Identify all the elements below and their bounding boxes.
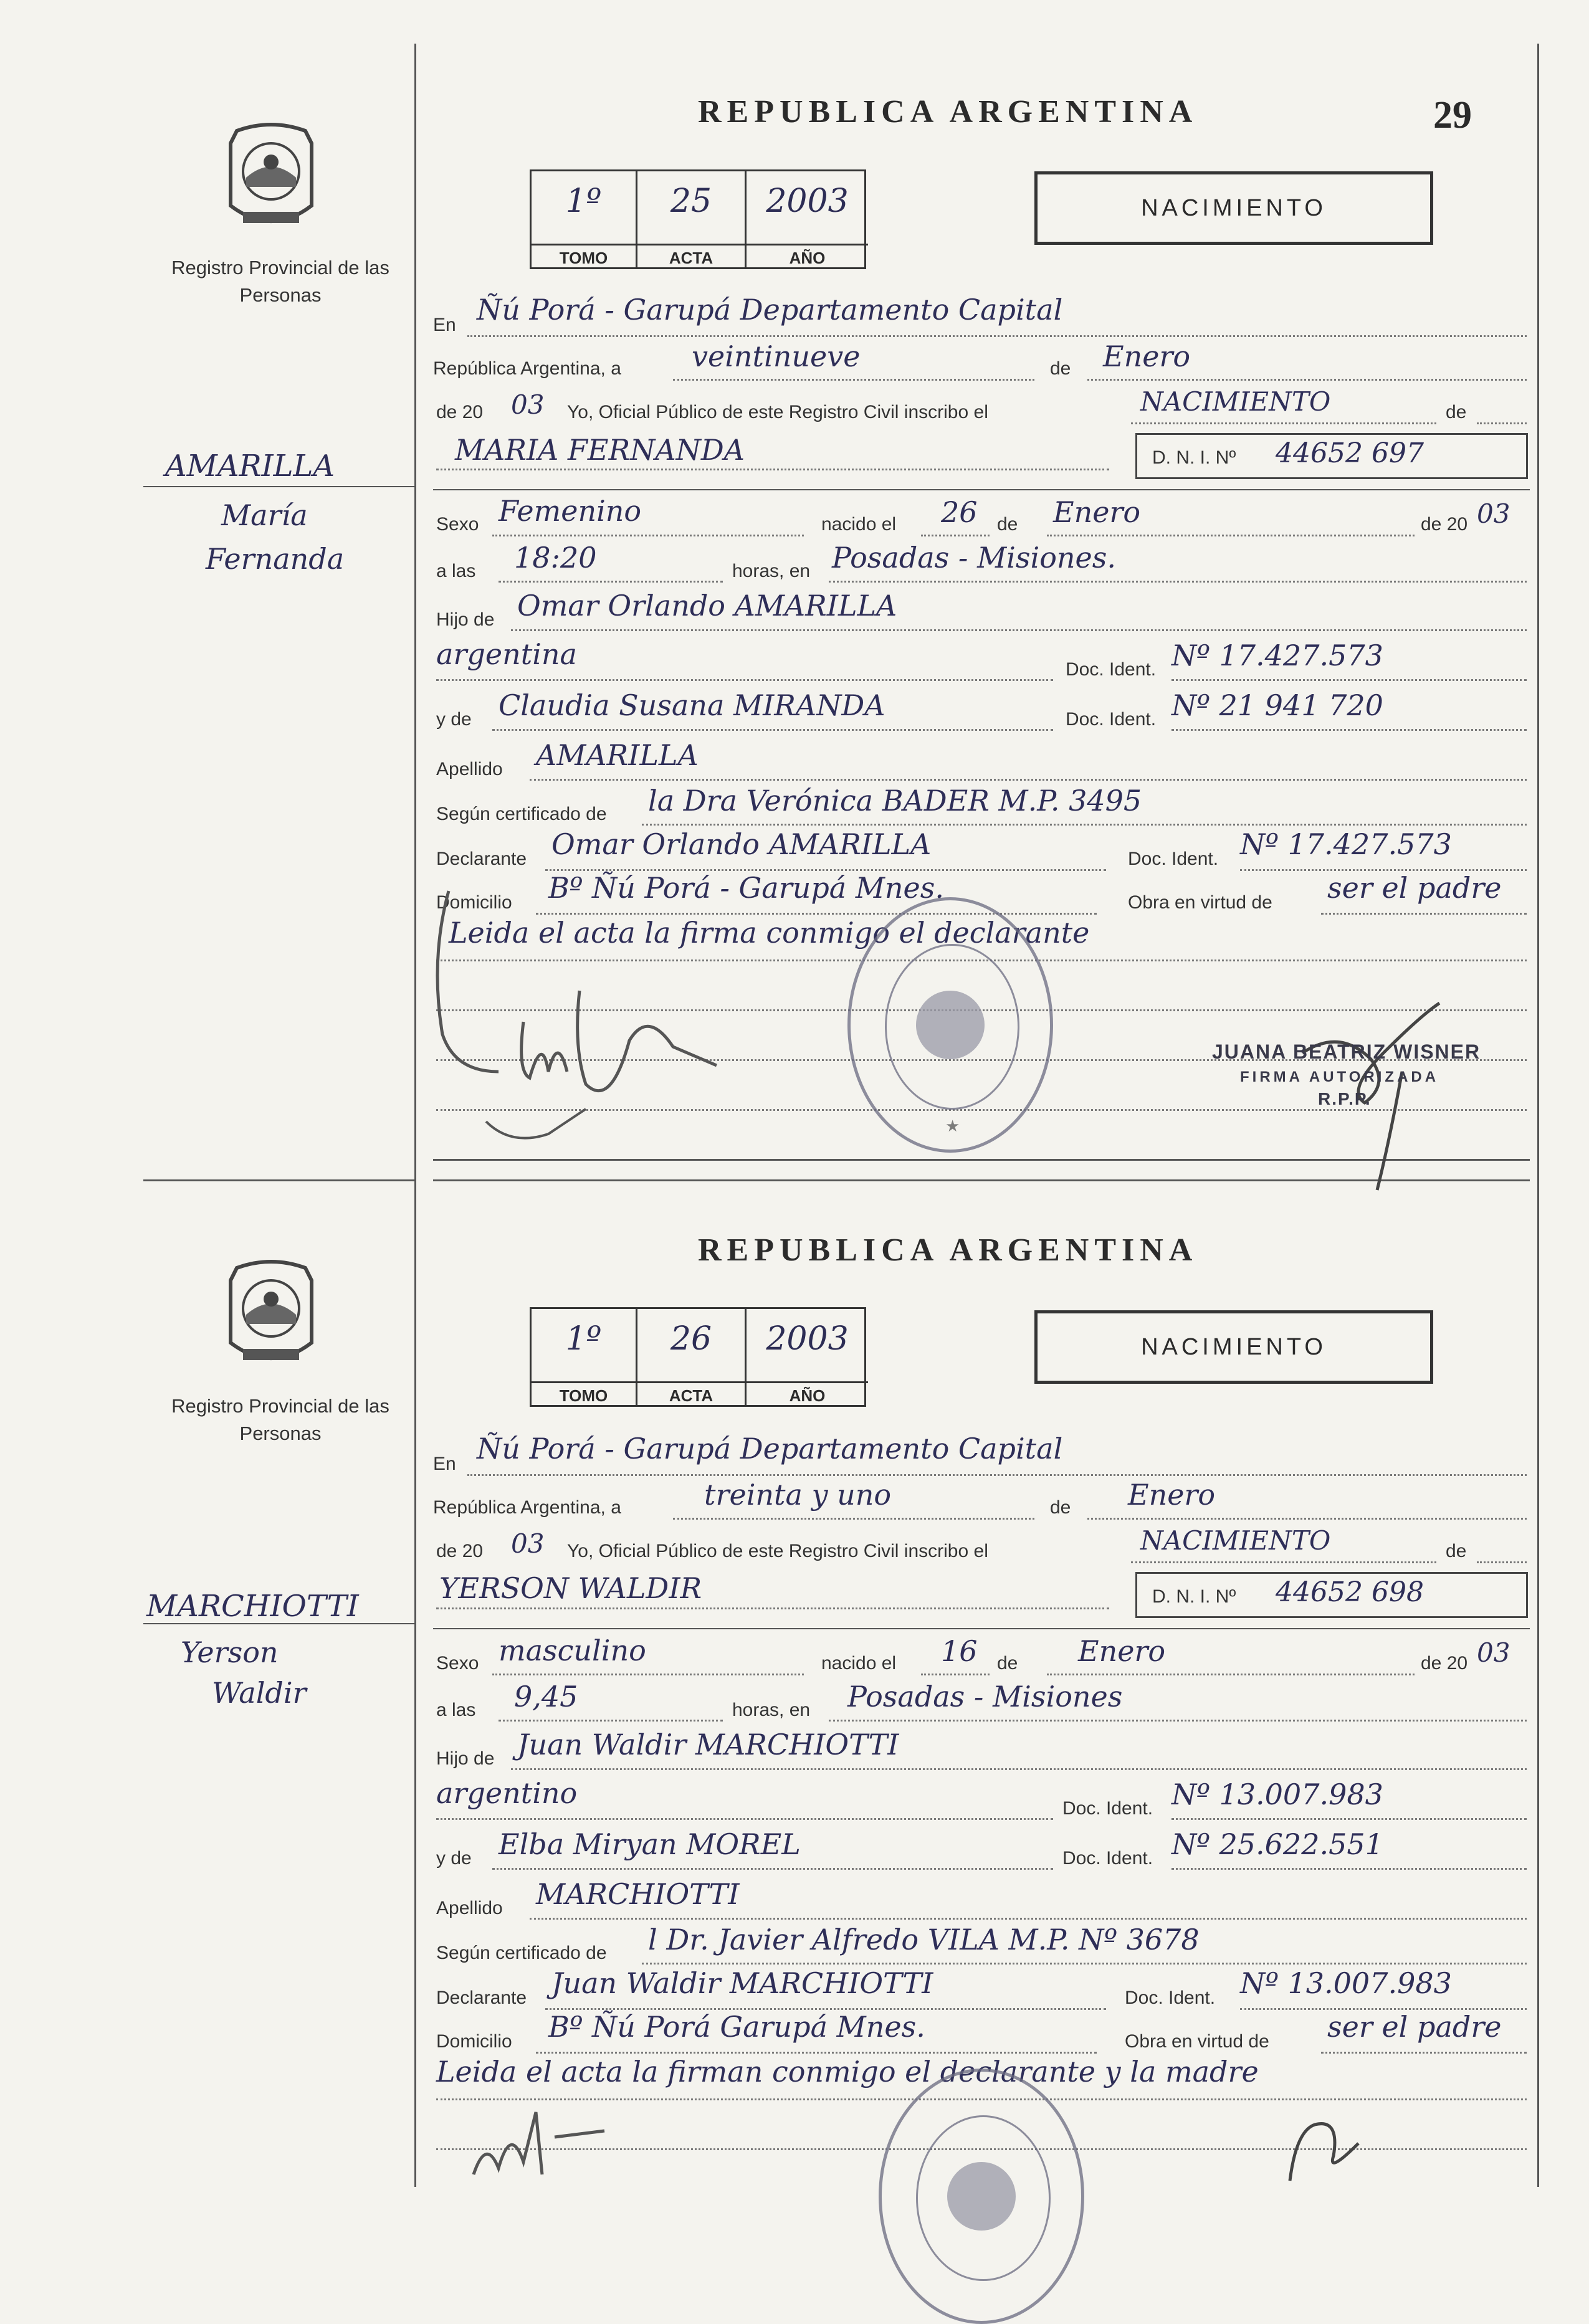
inscribed-act: NACIMIENTO [1140,386,1331,417]
medical-certificate: la Dra Verónica BADER M.P. 3495 [648,784,1142,817]
registry-name: Registro Provincial de las Personas [171,1395,389,1444]
declarant-signature [424,885,760,1165]
tomo-value: 1º [565,183,602,220]
dotline [1047,535,1415,536]
dotline [829,1720,1527,1722]
label-de-3: de [997,1653,1018,1674]
label-horas: horas, en [732,561,811,581]
dotline [1171,1818,1527,1820]
label-en: En [433,1454,456,1474]
closing-note: Leida el acta la firma conmigo el declarante [449,916,1090,950]
dotline [921,1674,990,1675]
official-name: JUANA BEATRIZ WISNER [1212,1041,1481,1063]
declarant-capacity: ser el padre [1327,871,1502,905]
inscribed-act: NACIMIENTO [1140,1525,1331,1556]
row-separator [433,1628,1530,1629]
dotline [436,1607,1109,1609]
label-declarante: Declarante [436,1988,527,2008]
label-segun-certificado: Según certificado de [436,804,607,824]
dotline [499,1720,723,1722]
birth-month: Enero [1053,495,1141,529]
label-doc-ident-2: Doc. Ident. [1062,1848,1153,1869]
label-year-prefix: de 20 [436,1541,484,1561]
registry-seal-1: ★ [847,897,1053,1153]
dotline [511,1768,1527,1770]
label-en: En [433,315,456,335]
record-type-box: NACIMIENTO [1034,1310,1433,1384]
birth-year: 03 [1477,1637,1510,1668]
dotline [673,1518,1034,1520]
mother-name: Claudia Susana MIRANDA [499,688,885,722]
medical-certificate: l Dr. Javier Alfredo VILA M.P. Nº 3678 [648,1923,1200,1956]
tomo-label: TOMO [559,1386,608,1405]
dotline [467,335,1527,337]
ano-label: AÑO [789,249,826,267]
dotline [530,1918,1527,1920]
dotline [499,581,723,583]
mother-doc: Nº 25.622.551 [1171,1827,1383,1861]
official-signature [1277,978,1477,1202]
record-reference-box [530,1307,866,1407]
registration-month: Enero [1103,340,1191,373]
tomo-cell [532,171,637,267]
registration-month: Enero [1128,1478,1216,1512]
declarant-signature [461,2100,623,2187]
dotline [492,729,1053,731]
declarant-doc: Nº 13.007.983 [1240,1966,1452,2000]
dotline [1087,379,1527,381]
sex: masculino [499,1634,646,1667]
label-obra: Obra en virtud de [1128,892,1272,913]
label-oficial: Yo, Oficial Público de este Registro Civil inscribo el [567,402,988,422]
registry-seal-2 [879,2069,1084,2324]
surname: MARCHIOTTI [536,1877,740,1911]
label-hijo-de: Hijo de [436,1748,495,1769]
label-sexo: Sexo [436,514,479,535]
declarant-name: Juan Waldir MARCHIOTTI [551,1966,933,2000]
label-doc-ident-1: Doc. Ident. [1062,1798,1153,1819]
acta-label: ACTA [669,249,713,267]
dotline [1321,2052,1527,2054]
official-signature [1277,2106,1390,2187]
label-doc-ident-3: Doc. Ident. [1128,849,1219,869]
mother-doc: Nº 21 941 720 [1171,688,1383,722]
tomo-label: TOMO [559,249,608,267]
label-obra: Obra en virtud de [1125,2031,1269,2052]
dotline [530,779,1527,781]
margin-given-name-2: Waldir [212,1676,307,1710]
dotline [642,824,1527,826]
label-domicilio: Domicilio [436,892,512,913]
official-org: R.P.P. [1318,1089,1372,1108]
dotline [1321,913,1527,915]
label-nacido: nacido el [821,1653,897,1674]
sex: Femenino [499,494,642,528]
label-de-2: de [1446,402,1467,422]
country-header: REPUBLICA ARGENTINA [698,94,1198,130]
official-title: FIRMA AUTORIZADA [1240,1069,1439,1085]
birth-day: 16 [941,1634,978,1668]
label-declarante: Declarante [436,849,527,869]
address: Bº Ñú Porá Garupá Mnes. [548,2010,925,2044]
dotline [1131,422,1436,424]
label-horas: horas, en [732,1700,811,1720]
birth-place: Posadas - Misiones [847,1680,1123,1713]
surname: AMARILLA [536,738,699,772]
father-name: Omar Orlando AMARILLA [517,589,897,622]
row-separator [433,489,1530,490]
label-republica: República Argentina, a [433,358,621,379]
declarant-doc: Nº 17.427.573 [1240,827,1452,861]
dotline [673,379,1034,381]
label-de: de [1050,1497,1071,1518]
declarant-capacity: ser el padre [1327,2010,1502,2044]
acta-value: 25 [670,183,712,220]
record-reference-box [530,169,866,269]
dotline [1047,1674,1415,1675]
dni-number: 44652 698 [1276,1576,1424,1608]
margin-name-underline-1 [143,486,414,487]
acta-label: ACTA [669,1386,713,1405]
dni-box [1135,433,1528,479]
registry-name: Registro Provincial de las Personas [171,257,389,306]
label-nacido: nacido el [821,514,897,535]
label-hijo-de: Hijo de [436,609,495,630]
label-sexo: Sexo [436,1653,479,1674]
margin-surname: AMARILLA [165,449,335,483]
label-apellido: Apellido [436,1898,503,1918]
acta-cell [637,171,747,267]
birth-place: Posadas - Misiones. [832,541,1116,574]
registration-day: veintinueve [692,340,861,373]
dotline [1477,1561,1527,1563]
label-de-3: de [997,514,1018,535]
label-de-2: de [1446,1541,1467,1561]
dotline [492,1674,804,1675]
label-doc-ident-2: Doc. Ident. [1066,709,1157,730]
label-doc-ident-3: Doc. Ident. [1125,1988,1216,2008]
label-de-20: de 20 [1421,514,1468,535]
label-oficial: Yo, Oficial Público de este Registro Civil inscribo el [567,1541,988,1561]
tomo-value: 1º [565,1320,602,1358]
closing-note: Leida el acta la firman conmigo el declarante y la madre [436,2055,1259,2088]
province-crest-icon [218,118,324,237]
address: Bº Ñú Porá - Garupá Mnes. [548,871,944,905]
ano-value: 2003 [766,1320,849,1358]
ano-cell [747,171,868,267]
label-republica: República Argentina, a [433,1497,621,1518]
label-domicilio: Domicilio [436,2031,512,2052]
record-separator-margin [143,1179,416,1181]
label-dni: D. N. I. Nº [1152,447,1236,468]
label-de-20: de 20 [1421,1653,1468,1674]
dni-number: 44652 697 [1276,437,1424,469]
father-name: Juan Waldir MARCHIOTTI [517,1728,899,1761]
dni-box [1135,1572,1528,1618]
dotline [1477,422,1527,424]
acta-value: 26 [670,1320,712,1358]
father-doc: Nº 13.007.983 [1171,1778,1383,1811]
label-a-las: a las [436,1700,476,1720]
label-a-las: a las [436,561,476,581]
dotline [1131,1561,1436,1563]
registration-place: Ñú Porá - Garupá Departamento Capital [477,293,1063,326]
dotline [492,1868,1053,1870]
declarant-name: Omar Orlando AMARILLA [551,827,932,861]
birth-time: 9,45 [514,1680,578,1713]
margin-given-name-1: Yerson [181,1636,279,1669]
margin-divider-right [1537,44,1539,2187]
dotline [1171,679,1527,681]
father-doc: Nº 17.427.573 [1171,639,1383,672]
margin-given-name-1: María [221,498,308,532]
child-name: MARIA FERNANDA [455,433,745,467]
registration-place: Ñú Porá - Garupá Departamento Capital [477,1432,1063,1465]
margin-surname: MARCHIOTTI [146,1589,359,1624]
dotline [642,1963,1527,1964]
dotline [1171,1868,1527,1870]
child-name: YERSON WALDIR [439,1571,702,1605]
mother-name: Elba Miryan MOREL [499,1827,801,1861]
label-y-de: y de [436,709,472,730]
province-crest-icon [218,1255,324,1374]
dotline [921,535,990,536]
dotline [436,1818,1053,1820]
country-header: REPUBLICA ARGENTINA [698,1232,1198,1268]
dotline [829,581,1527,583]
dotline [467,1474,1527,1476]
margin-given-name-2: Fernanda [206,542,345,576]
registration-year: 03 [511,1528,545,1559]
label-apellido: Apellido [436,759,503,779]
label-de: de [1050,358,1071,379]
registration-day: treinta y uno [704,1478,892,1512]
birth-time: 18:20 [514,541,597,574]
dotline [436,679,1053,681]
label-dni: D. N. I. Nº [1152,1586,1236,1607]
dotline [492,535,804,536]
label-year-prefix: de 20 [436,402,484,422]
father-nationality: argentino [436,1776,578,1810]
birth-year: 03 [1477,498,1510,529]
birth-day: 26 [941,495,978,529]
acta-cell [637,1309,747,1405]
dotline [511,629,1527,631]
dotline [436,469,1109,470]
father-nationality: argentina [436,637,577,671]
label-segun-certificado: Según certificado de [436,1943,607,1963]
ano-label: AÑO [789,1386,826,1405]
label-y-de: y de [436,1848,472,1869]
ano-cell [747,1309,868,1405]
margin-divider-left [414,44,416,2187]
page-number: 29 [1433,94,1472,136]
tomo-cell [532,1309,637,1405]
label-doc-ident-1: Doc. Ident. [1066,659,1157,680]
ano-value: 2003 [766,183,849,220]
record-type-box: NACIMIENTO [1034,171,1433,245]
registration-year: 03 [511,389,545,420]
dotline [536,2052,1097,2054]
dotline [1087,1518,1527,1520]
birth-month: Enero [1078,1634,1166,1668]
dotline [1171,729,1527,731]
